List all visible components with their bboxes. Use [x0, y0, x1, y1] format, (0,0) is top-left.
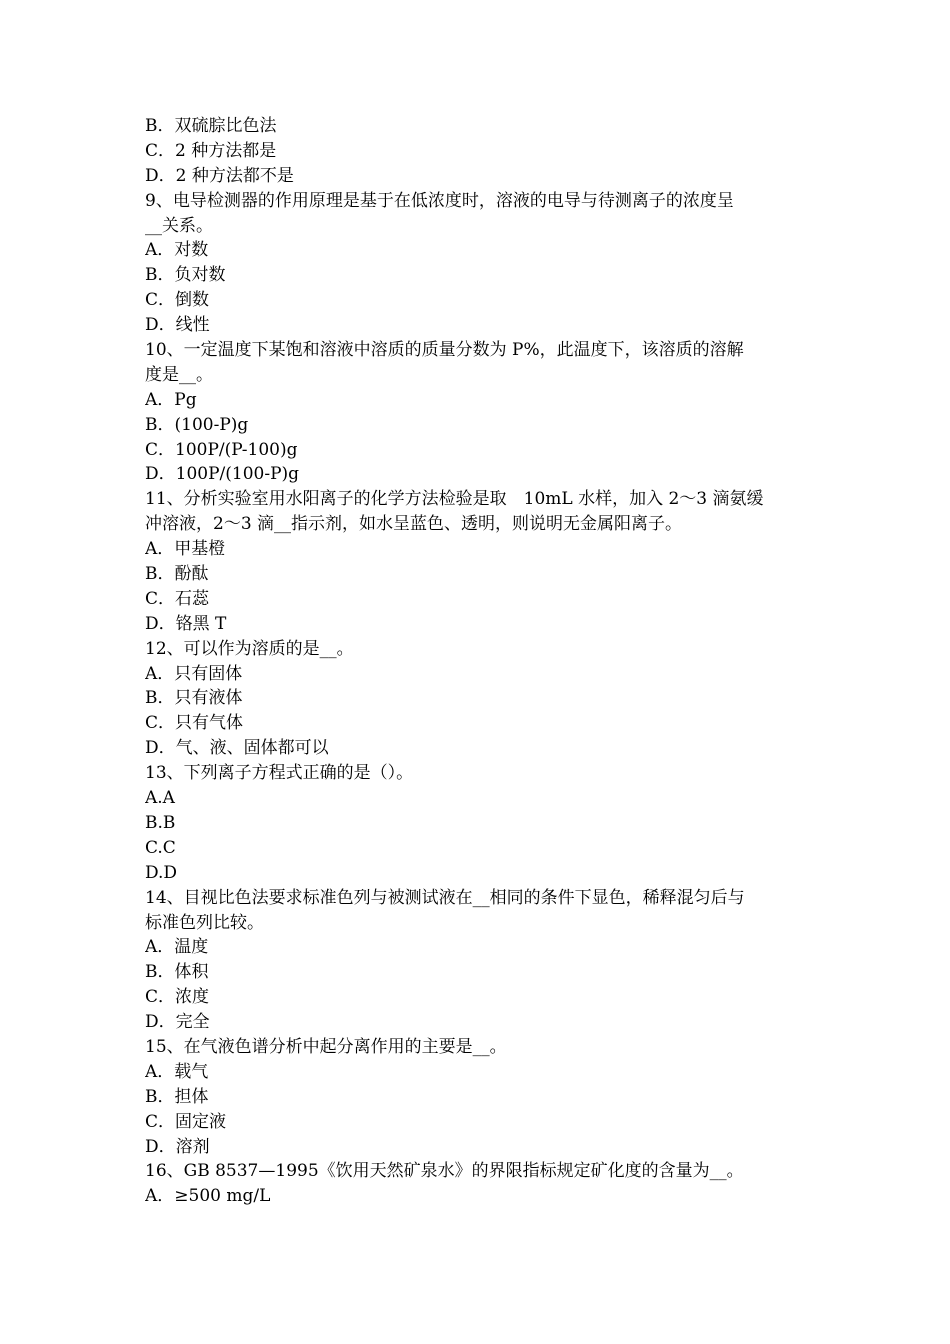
answer-option-line: A．只有固体 — [145, 663, 243, 684]
answer-option-line: D.D — [145, 862, 178, 883]
answer-option-line: D．铬黑 T — [145, 613, 227, 634]
answer-option-line: A．载气 — [145, 1061, 209, 1082]
answer-option-line: C．2 种方法都是 — [145, 140, 277, 161]
answer-option-line: A．甲基橙 — [145, 539, 226, 560]
answer-option-line: C．固定液 — [145, 1111, 227, 1132]
question-text-line: 冲溶液，2～3 滴__指示剂，如水呈蓝色、透明，则说明无金属阳离子。 — [145, 514, 683, 535]
answer-option-line: B．双硫腙比色法 — [145, 116, 277, 136]
answer-option-line: B.B — [145, 812, 176, 833]
answer-option-line: D．气、液、固体都可以 — [145, 738, 329, 759]
question-text-line: 16、GB 8537—1995《饮用天然矿泉水》的界限指标规定矿化度的含量为__。 — [145, 1161, 744, 1182]
answer-option-line: D．溶剂 — [145, 1136, 210, 1157]
answer-option-line: B．负对数 — [145, 265, 226, 286]
answer-option-line: D．2 种方法都不是 — [145, 165, 294, 186]
question-text-line: 10、一定温度下某饱和溶液中溶质的质量分数为 P%，此温度下，该溶质的溶解 — [145, 340, 744, 361]
answer-option-line: D．100P/(100-P)g — [145, 464, 300, 485]
answer-option-line: B．体积 — [145, 962, 209, 983]
answer-option-line: A．温度 — [145, 937, 209, 958]
question-text-line: 9、电导检测器的作用原理是基于在低浓度时，溶液的电导与待测离子的浓度呈 — [145, 190, 734, 211]
answer-option-line: B．酚酞 — [145, 564, 209, 585]
answer-option-line: A.A — [145, 788, 175, 809]
question-text-line: 14、目视比色法要求标准色列与被测试液在__相同的条件下显色，稀释混匀后与 — [145, 887, 745, 908]
question-text-line: 标准色列比较。 — [145, 912, 264, 933]
answer-option-line: C．倒数 — [145, 290, 210, 311]
answer-option-line: D．线性 — [145, 315, 210, 336]
answer-option-line: A．对数 — [145, 240, 209, 261]
answer-option-line: B．担体 — [145, 1086, 209, 1107]
question-text-line: 11、分析实验室用水阳离子的化学方法检验是取 10mL 水样，加入 2～3 滴氨缓 — [145, 489, 764, 510]
answer-option-line: A．≥500 mg/L — [145, 1186, 271, 1207]
answer-option-line: A．Pg — [145, 389, 197, 410]
question-text-line: 度是__。 — [145, 364, 213, 385]
question-text-line: 12、可以作为溶质的是__。 — [145, 638, 354, 659]
answer-option-line: D．完全 — [145, 1012, 210, 1033]
question-text-line: __关系。 — [145, 215, 213, 236]
answer-option-line: C．只有气体 — [145, 713, 244, 734]
answer-option-line: C．石蕊 — [145, 588, 210, 609]
answer-option-line: B．(100-P)g — [145, 414, 249, 435]
question-text-line: 13、下列离子方程式正确的是（）。 — [145, 763, 414, 784]
answer-option-line: C．浓度 — [145, 987, 210, 1008]
question-text-line: 15、在气液色谱分析中起分离作用的主要是__。 — [145, 1036, 507, 1057]
answer-option-line: C.C — [145, 837, 176, 858]
document-page — [145, 114, 810, 1209]
answer-option-line: B．只有液体 — [145, 688, 243, 709]
answer-option-line: C．100P/(P-100)g — [145, 439, 298, 460]
